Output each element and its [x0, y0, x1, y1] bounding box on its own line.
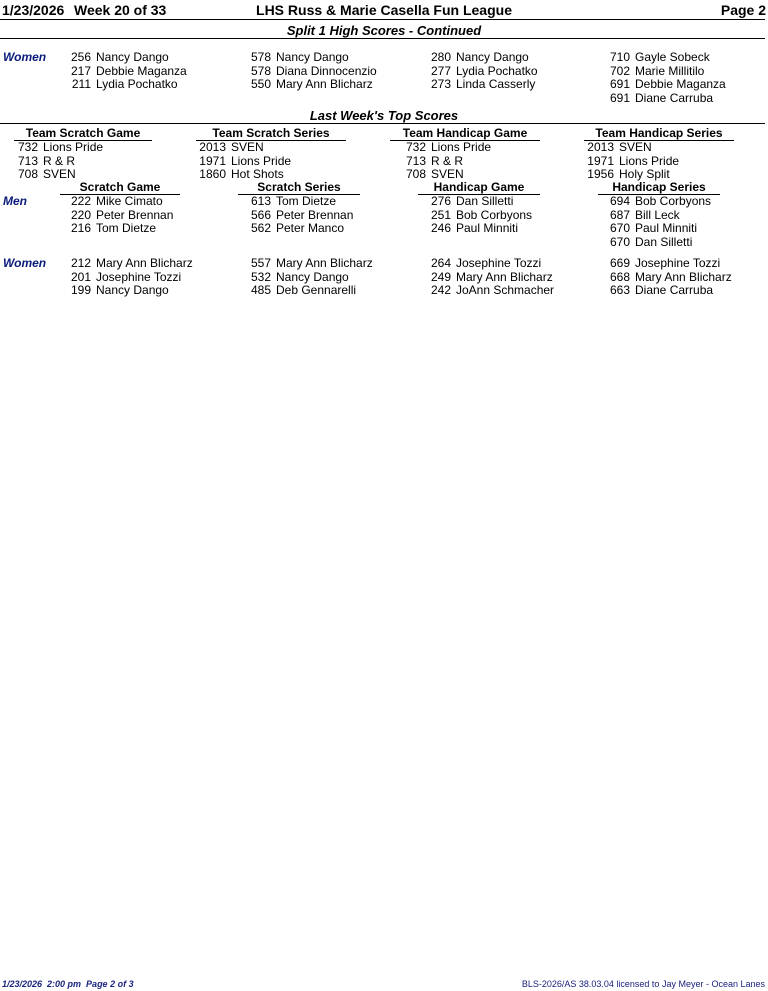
score-entry	[62, 77, 178, 91]
bowler-name: Peter Brennan	[96, 207, 174, 222]
score-value: 663	[609, 283, 630, 298]
score-entry	[422, 64, 538, 78]
score-value: 670	[609, 234, 630, 249]
handicap-series-header: Handicap Series	[598, 180, 720, 195]
bowler-name: SVEN	[431, 167, 464, 182]
bowler-name: SVEN	[43, 167, 76, 182]
score-value: 211	[71, 77, 91, 92]
score-entry	[601, 50, 710, 64]
score-value: 249	[430, 269, 451, 284]
bowler-name: Bill Leck	[635, 207, 680, 222]
score-entry	[422, 270, 553, 284]
bowler-name: Mary Ann Blicharz	[456, 269, 553, 284]
score-entry	[422, 208, 532, 222]
bowler-name: Marie Millitilo	[635, 63, 705, 78]
footer-timestamp: 1/23/2026 2:00 pm Page 2 of 3	[2, 979, 134, 989]
score-value: 242	[430, 283, 451, 298]
score-entry	[601, 270, 732, 284]
handicap-game-header: Handicap Game	[418, 180, 540, 195]
score-value: 1971	[199, 153, 226, 168]
score-value: 687	[609, 207, 630, 222]
score-value: 217	[70, 63, 91, 78]
score-value: 578	[250, 63, 271, 78]
score-value: 532	[250, 269, 271, 284]
score-value: 251	[430, 207, 451, 222]
bowler-name: Peter Brennan	[276, 207, 354, 222]
bowler-name: Hot Shots	[231, 167, 284, 182]
bowler-name: Lions Pride	[431, 140, 492, 154]
score-value: 566	[250, 207, 271, 222]
header-date: 1/23/2026	[2, 2, 65, 18]
last-week-title: Last Week's Top Scores	[309, 108, 459, 123]
bowler-name: Debbie Maganza	[635, 77, 726, 92]
score-value: 694	[609, 194, 630, 208]
bowler-name: Dan Silletti	[635, 234, 693, 249]
score-value: 669	[609, 256, 630, 270]
score-entry	[62, 256, 193, 270]
league-title: LHS Russ & Marie Casella Fun League	[256, 2, 512, 18]
score-entry	[584, 154, 679, 168]
bowler-name: Tom Dietze	[276, 194, 337, 208]
score-value: 199	[70, 283, 91, 298]
bowler-name: Nancy Dango	[276, 269, 349, 284]
score-value: 708	[17, 167, 38, 182]
score-value: 256	[70, 50, 91, 64]
bowler-name: Josephine Tozzi	[96, 269, 182, 284]
score-entry	[601, 221, 697, 235]
score-entry	[422, 77, 535, 91]
score-value: 550	[250, 77, 271, 92]
score-value: 216	[70, 221, 91, 236]
bowler-name: Lions Pride	[231, 153, 292, 168]
bowler-name: Linda Casserly	[456, 77, 536, 92]
score-value: 578	[250, 50, 271, 64]
scratch-game-header: Scratch Game	[60, 180, 180, 195]
score-value: 713	[17, 153, 38, 168]
bowler-name: Nancy Dango	[96, 50, 169, 64]
bowler-name: Bob Corbyons	[635, 194, 712, 208]
score-value: 222	[70, 194, 91, 208]
score-entry	[196, 154, 291, 168]
bowler-name: Mary Ann Blicharz	[276, 256, 373, 270]
team-scratch-series-header: Team Scratch Series	[196, 126, 346, 141]
bowler-name: Deb Gennarelli	[276, 283, 357, 298]
score-value: 668	[609, 269, 630, 284]
score-entry	[62, 283, 169, 297]
bowler-name: Nancy Dango	[456, 50, 529, 64]
team-handicap-series-header: Team Handicap Series	[584, 126, 734, 141]
score-entry	[422, 50, 529, 64]
score-value: 201	[70, 269, 91, 284]
bowler-name: Diana Dinnocenzio	[276, 63, 377, 78]
bowler-name: Lions Pride	[43, 140, 104, 154]
score-entry	[396, 140, 491, 154]
score-value: 220	[70, 207, 91, 222]
score-entry	[601, 283, 713, 297]
score-entry	[62, 221, 156, 235]
page-header	[0, 0, 768, 18]
score-entry	[601, 208, 680, 222]
score-entry	[62, 270, 181, 284]
last-week-rule	[0, 123, 765, 124]
score-entry	[396, 154, 463, 168]
footer-license: BLS-2026/AS 38.03.04 licensed to Jay Meyer - Ocean Lanes	[521, 979, 765, 989]
score-entry	[242, 221, 344, 235]
bowler-name: Paul Minniti	[635, 221, 698, 236]
header-week: Week 20 of 33	[74, 2, 167, 18]
score-entry	[62, 194, 163, 208]
score-entry	[62, 64, 187, 78]
bowler-name: Nancy Dango	[276, 50, 349, 64]
score-value: 713	[405, 153, 426, 168]
score-entry	[242, 194, 336, 208]
bowler-name: Mary Ann Blicharz	[96, 256, 193, 270]
score-value: 691	[609, 77, 630, 92]
score-value: 702	[609, 63, 630, 78]
bowler-name: Lydia Pochatko	[96, 77, 178, 92]
score-entry	[584, 140, 652, 154]
header-page: Page 2	[720, 2, 766, 18]
score-entry	[242, 77, 373, 91]
team-scratch-game-header: Team Scratch Game	[14, 126, 152, 141]
score-entry	[8, 154, 75, 168]
bowler-name: R & R	[431, 153, 464, 168]
score-value: 276	[430, 194, 451, 208]
score-entry	[242, 208, 353, 222]
bowler-name: Peter Manco	[276, 221, 345, 236]
score-entry	[8, 140, 103, 154]
score-entry	[242, 270, 349, 284]
bowler-name: Diane Carruba	[635, 283, 714, 298]
score-value: 710	[609, 50, 630, 64]
score-value: 1860	[199, 167, 226, 182]
score-entry	[242, 64, 377, 78]
bowler-name: Nancy Dango	[96, 283, 169, 298]
split-section-title: Split 1 High Scores - Continued	[286, 23, 482, 38]
score-entry	[62, 50, 169, 64]
bowler-name: Mary Ann Blicharz	[276, 77, 373, 92]
score-entry	[422, 283, 554, 297]
bowler-name: SVEN	[231, 140, 264, 154]
bowler-name: Debbie Maganza	[96, 63, 187, 78]
bowler-name: R & R	[43, 153, 76, 168]
bowler-name: Josephine Tozzi	[635, 256, 721, 270]
score-value: 732	[405, 140, 426, 154]
bowler-name: Diane Carruba	[635, 90, 714, 105]
bowler-name: Mike Cimato	[96, 194, 163, 208]
score-entry	[601, 91, 713, 105]
score-entry	[196, 140, 264, 154]
score-value: 613	[250, 194, 271, 208]
score-value: 212	[70, 256, 91, 270]
score-entry	[62, 208, 173, 222]
score-entry	[601, 235, 692, 249]
bowler-name: JoAnn Schmacher	[456, 283, 555, 298]
bowler-name: Paul Minniti	[456, 221, 519, 236]
score-entry	[242, 283, 356, 297]
bowler-name: Lions Pride	[619, 153, 680, 168]
score-value: 280	[430, 50, 451, 64]
score-entry	[601, 256, 720, 270]
score-value: 485	[250, 283, 271, 298]
bowler-name: Tom Dietze	[96, 221, 157, 236]
bowler-name: Dan Silletti	[456, 194, 514, 208]
score-value: 264	[430, 256, 451, 270]
bowler-name: Gayle Sobeck	[635, 50, 710, 64]
split-section-rule	[0, 38, 765, 39]
score-value: 1971	[587, 153, 614, 168]
bowler-name: Holy Split	[619, 167, 670, 182]
score-value: 273	[430, 77, 451, 92]
score-entry	[601, 64, 704, 78]
score-entry	[601, 194, 711, 208]
score-entry	[422, 194, 513, 208]
score-value: 2013	[587, 140, 614, 154]
bowler-name: Lydia Pochatko	[456, 63, 538, 78]
score-value: 246	[430, 221, 451, 236]
header-rule	[0, 19, 765, 20]
split-women-label: Women	[3, 50, 47, 64]
score-value: 732	[17, 140, 38, 154]
score-value: 670	[609, 221, 630, 236]
women-label: Women	[3, 256, 47, 270]
bowler-name: Josephine Tozzi	[456, 256, 542, 270]
score-value: 1956	[587, 167, 614, 182]
score-entry	[242, 50, 349, 64]
score-value: 2013	[199, 140, 226, 154]
score-value: 691	[609, 90, 630, 105]
men-label: Men	[3, 194, 27, 208]
bowler-name: SVEN	[619, 140, 652, 154]
team-handicap-game-header: Team Handicap Game	[390, 126, 540, 141]
score-entry	[601, 77, 726, 91]
scratch-series-header: Scratch Series	[238, 180, 360, 195]
score-value: 557	[250, 256, 271, 270]
score-entry	[242, 256, 373, 270]
score-entry	[422, 256, 541, 270]
score-value: 708	[405, 167, 426, 182]
score-entry	[422, 221, 518, 235]
score-value: 562	[250, 221, 271, 236]
bowler-name: Bob Corbyons	[456, 207, 533, 222]
bowler-name: Mary Ann Blicharz	[635, 269, 732, 284]
score-value: 277	[430, 63, 451, 78]
